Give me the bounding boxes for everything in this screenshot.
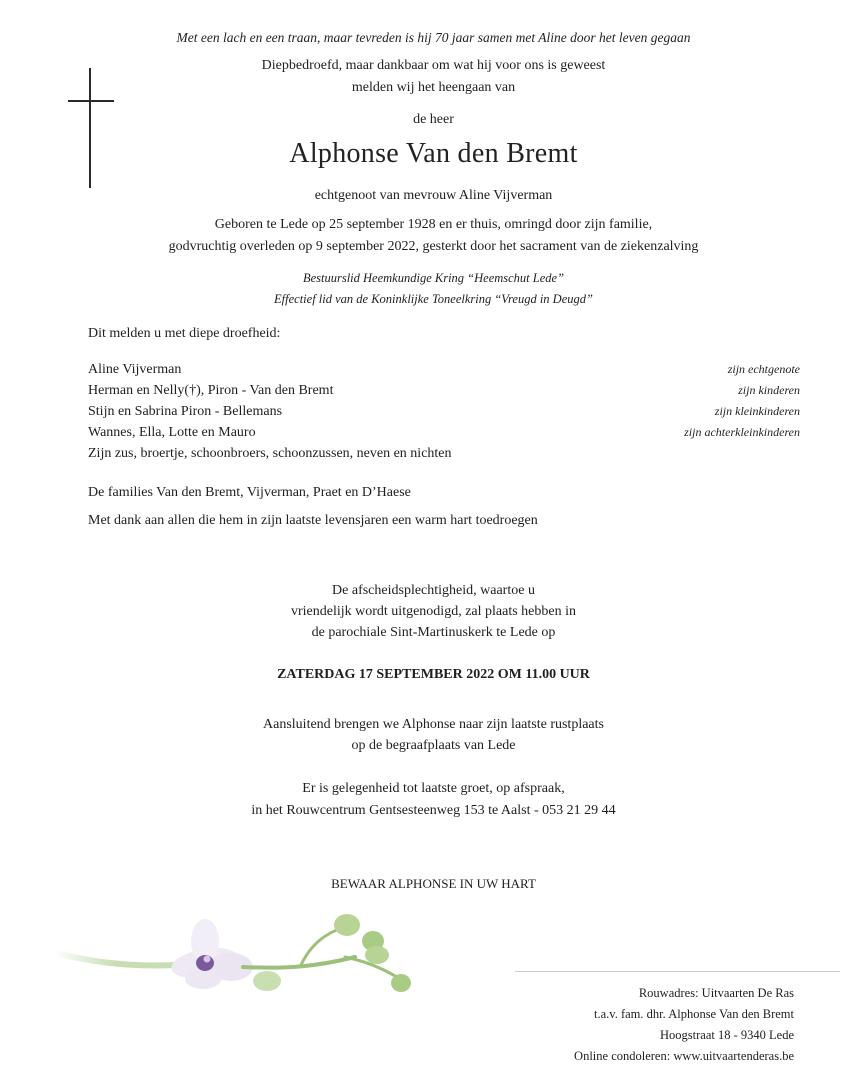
address-block [574,983,794,1067]
title-prefix: de heer [413,112,454,127]
thanks-line: Met dank aan allen die hem in zijn laatste levensjaren een warm hart toedroegen [88,513,538,528]
family-names: Stijn en Sabrina Piron - Bellemans [88,404,283,419]
family-row [88,380,800,401]
address-line: Rouwadres: Uitvaarten De Ras [638,986,794,1000]
greeting-info [0,778,867,822]
family-names: Herman en Nelly(†), Piron - Van den Bremt [88,383,334,398]
family-row [88,443,800,464]
birth-line: Geboren te Lede op 25 september 1928 en er thuis, omringd door zijn familie, [214,217,653,232]
roles [0,268,867,310]
family-names: Zijn zus, broertje, schoonbroers, schoonzussen, neven en nichten [88,446,452,461]
address-line: t.a.v. fam. dhr. Alphonse Van den Bremt [594,1007,794,1021]
family-names: Wannes, Ella, Lotte en Mauro [88,425,256,440]
family-relation: zijn kinderen [738,383,800,397]
family-names: Aline Vijverman [88,362,182,377]
burial-info [0,714,867,756]
family-relation: zijn achterkleinkinderen [684,425,800,439]
ceremony-info [0,580,867,643]
spouse-line: echtgenoot van mevrouw Aline Vijverman [314,188,553,203]
role-line: Bestuurslid Heemkundige Kring “Heemschut Lede” [302,271,565,285]
address-line: Hoogstraat 18 - 9340 Lede [660,1028,794,1042]
family-row [88,401,800,422]
burial-line: Aansluitend brengen we Alphonse naar zijn laatste rustplaats [263,717,604,732]
ceremony-line: vriendelijk wordt uitgenodigd, zal plaats hebben in [291,604,576,619]
ceremony-line: de parochiale Sint-Martinuskerk te Lede op [311,625,556,640]
birth-info [0,214,867,258]
family-row [88,422,800,443]
intro-line: melden wij het heengaan van [351,80,516,95]
greeting-line: Er is gelegenheid tot laatste groet, op afspraak, [302,781,565,796]
family-list [88,359,800,464]
ceremony-date: ZATERDAG 17 SEPTEMBER 2022 OM 11.00 UUR [277,667,590,682]
orchid-illustration [55,905,475,1025]
birth-line: godvruchtig overleden op 9 september 2022, gesterkt door het sacrament van de ziekenzalving [168,239,699,254]
families-line: De families Van den Bremt, Vijverman, Praet en D’Haese [88,485,411,500]
family-relation: zijn kleinkinderen [714,404,800,418]
ceremony-line: De afscheidsplechtigheid, waartoe u [332,583,535,598]
keep-line: BEWAAR ALPHONSE IN UW HART [331,876,536,891]
burial-line: op de begraafplaats van Lede [351,738,516,753]
family-row [88,359,800,380]
greeting-line: in het Rouwcentrum Gentsesteenweg 153 te Aalst - 053 21 29 44 [251,803,616,818]
address-divider [515,971,840,972]
condolence-link[interactable]: Online condoleren: www.uitvaartenderas.be [574,1049,794,1063]
announce-line: Dit melden u met diepe droefheid: [88,326,281,341]
role-line: Effectief lid van de Koninklijke Toneelkring “Vreugd in Deugd” [274,292,593,306]
intro [0,55,867,99]
family-relation: zijn echtgenote [727,362,800,376]
motto: Met een lach en een traan, maar tevreden is hij 70 jaar samen met Aline door het leven gegaan [176,30,691,45]
intro-line: Diepbedroefd, maar dankbaar om wat hij voor ons is geweest [261,58,606,73]
deceased-name: Alphonse Van den Bremt [289,138,578,169]
